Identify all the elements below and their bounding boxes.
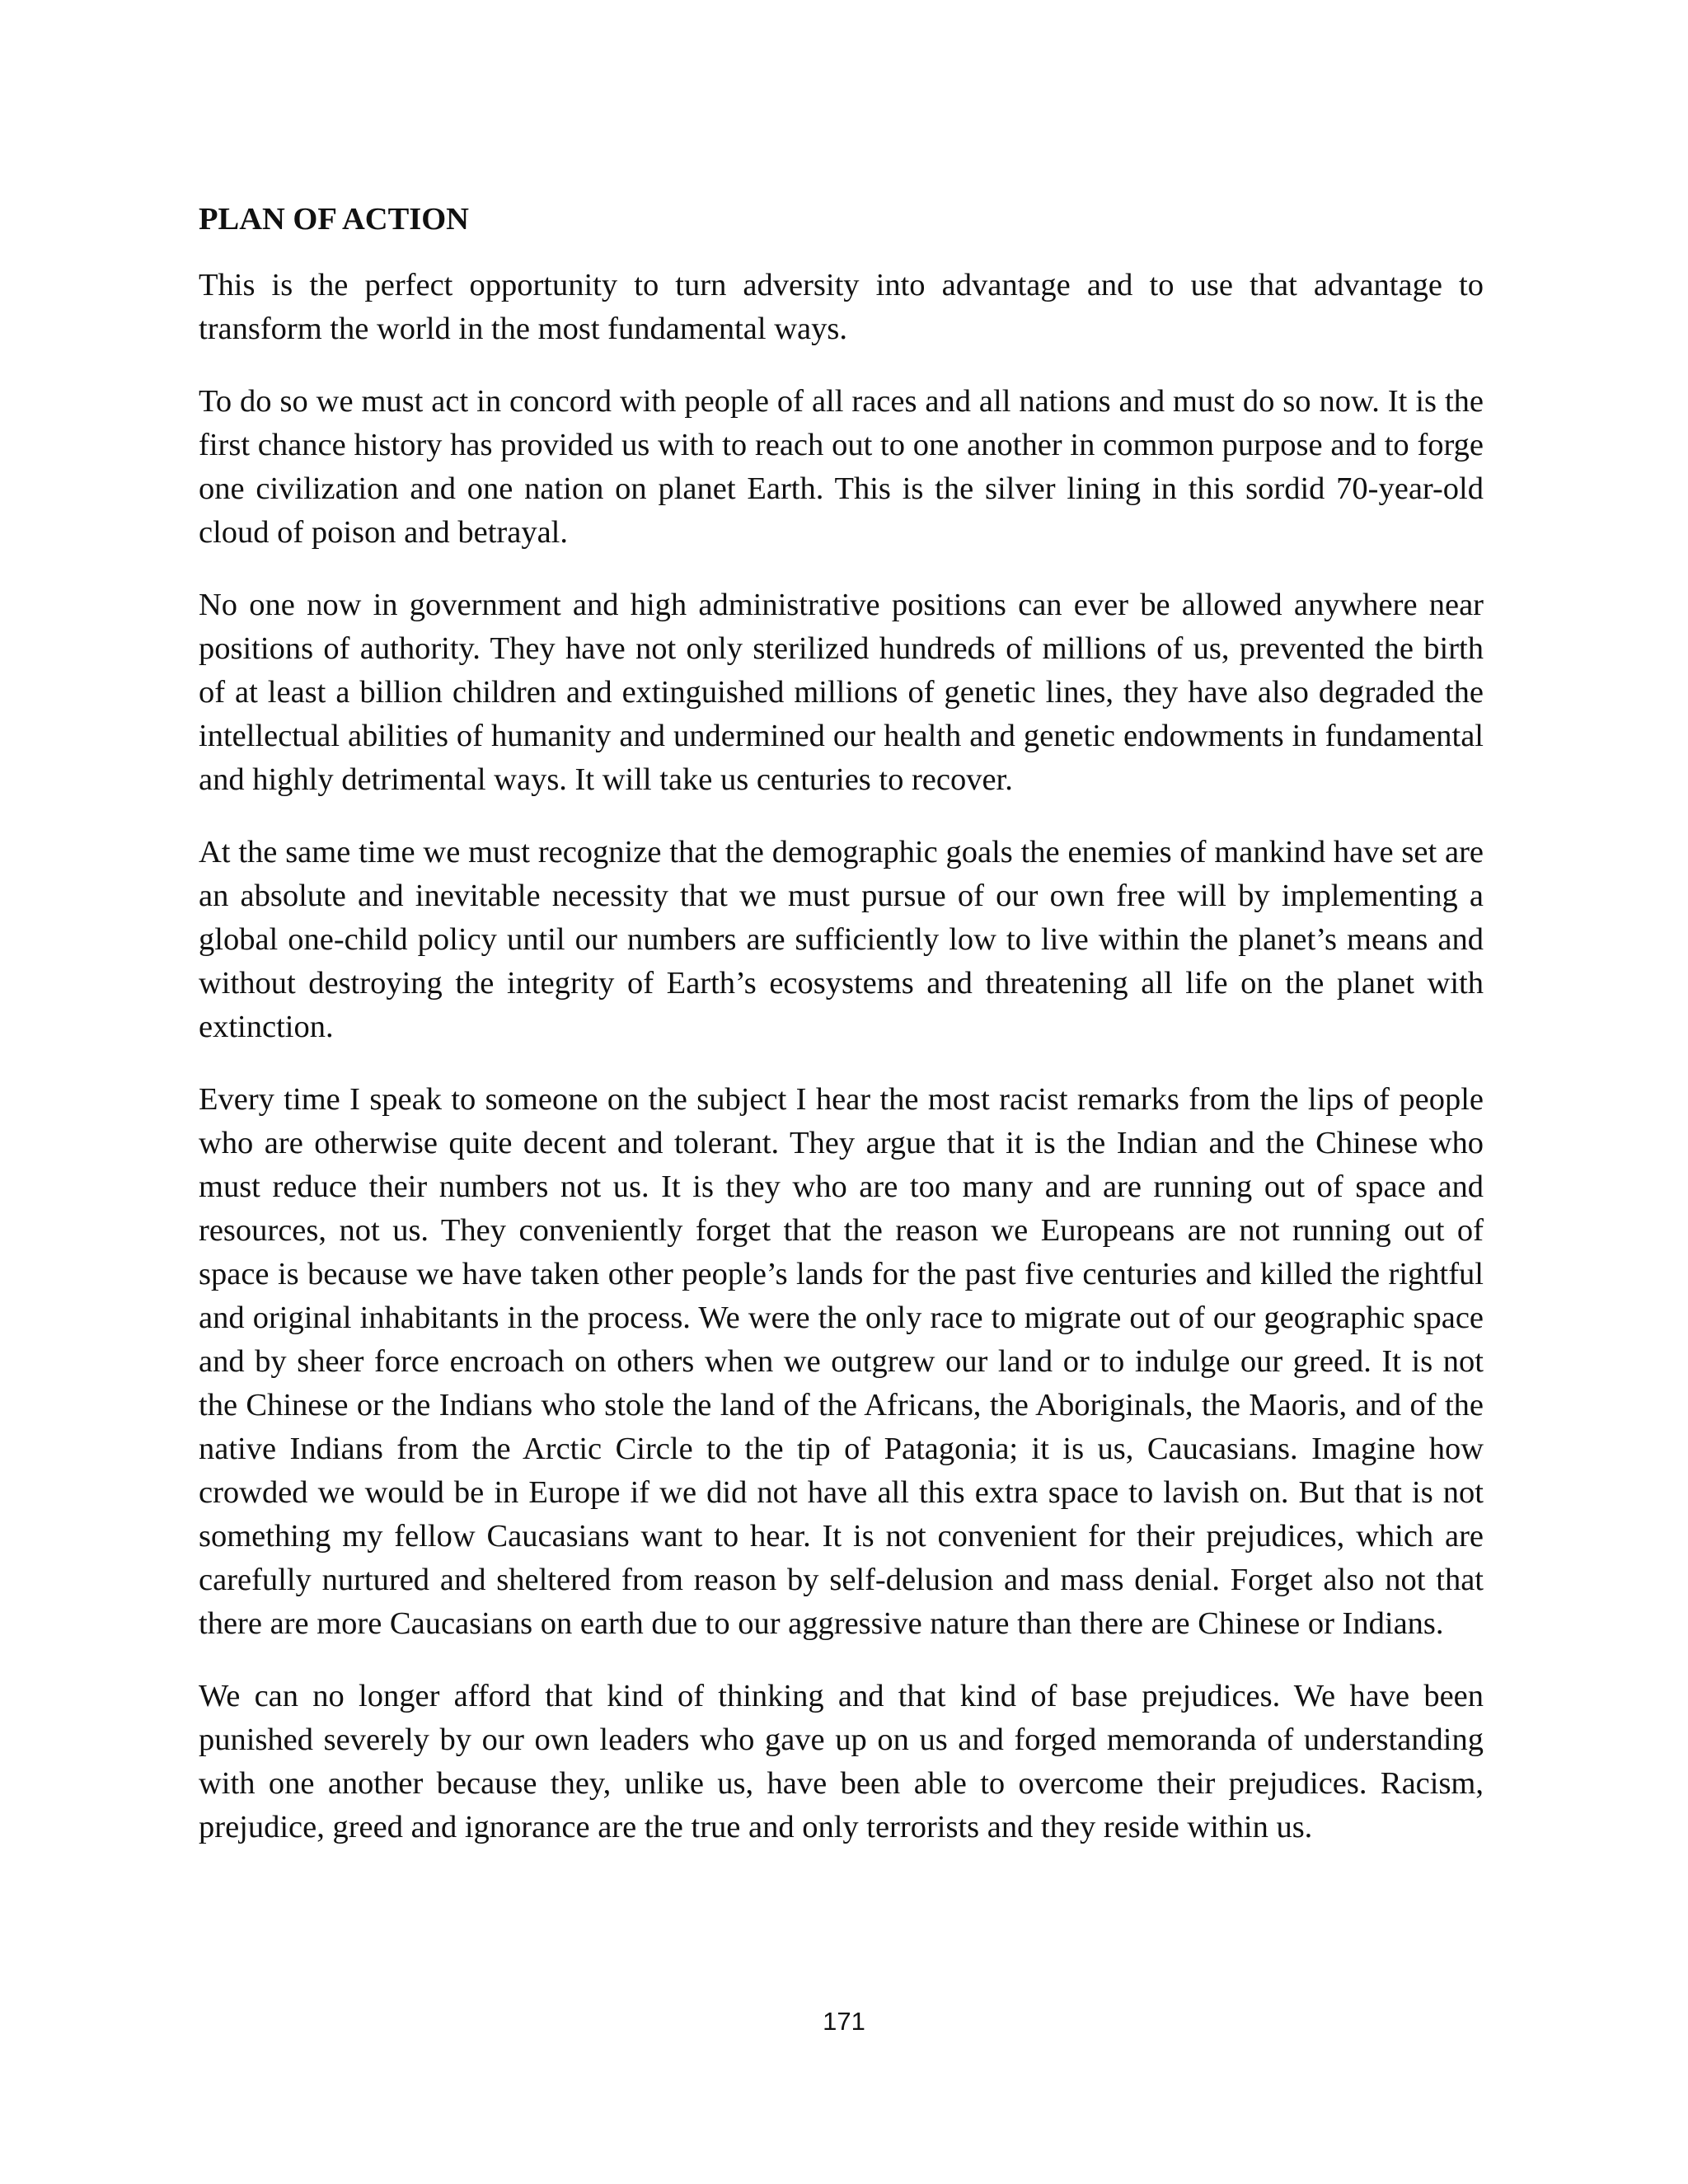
paragraph-6: We can no longer afford that kind of thinking and that kind of base prejudices. We have been punished severely by our own leaders who gave up on us and forged memoranda of understanding with one another because they, unlike us, have been able to overcome their prejudices. Racism, prejudice, greed and ignorance are the true and only terrorists and they reside within us.	[199, 1679, 1484, 1844]
section-heading: PLAN OF ACTION	[199, 202, 469, 237]
page-content	[199, 198, 1484, 1878]
paragraph-4: At the same time we must recognize that the demographic goals the enemies of mankind have set are an absolute and inevitable necessity that we must pursue of our own free will by implementing a global one-child policy until our numbers are sufficiently low to live within the planet’s means and without destroying the integrity of Earth’s ecosystems and threatening all life on the planet with extinction.	[199, 835, 1484, 1044]
paragraph-1: This is the perfect opportunity to turn adversity into advantage and to use that advantage to transform the world in the most fundamental ways.	[199, 268, 1484, 346]
paragraph-5: Every time I speak to someone on the subject I hear the most racist remarks from the lips of people who are otherwise quite decent and tolerant. They argue that it is the Indian and the Chinese who must reduce their numbers not us. It is they who are too many and are running out of space and resources, not us. They conveniently forget that the reason we Europeans are not running out of space is because we have taken other people’s lands for the past five centuries and killed the rightful and original inhabitants in the process. We were the only race to migrate out of our geographic space and by sheer force encroach on others when we outgrew our land or to indulge our greed. It is not the Chinese or the Indians who stole the land of the Africans, the Aboriginals, the Maoris, and of the native Indians from the Arctic Circle to the tip of Patagonia; it is us, Caucasians. Imagine how crowded we would be in Europe if we did not have all this extra space to lavish on. But that is not something my fellow Caucasians want to hear. It is not convenient for their prejudices, which are carefully nurtured and sheltered from reason by self-delusion and mass denial. Forget also not that there are more Caucasians on earth due to our aggressive nature than there are Chinese or Indians.	[199, 1082, 1484, 1641]
paragraph-2: To do so we must act in concord with people of all races and all nations and must do so now. It is the first chance history has provided us with to reach out to one another in common purpose and to forge one civilization and one nation on planet Earth. This is the silver lining in this sordid 70-year-old cloud of poison and betrayal.	[199, 384, 1484, 550]
page-number: 171	[823, 2007, 865, 2036]
paragraph-3: No one now in government and high administrative positions can ever be allowed anywhere near positions of authority. They have not only sterilized hundreds of millions of us, prevented the birth of at least a billion children and extinguished millions of genetic lines, they have also degraded the intellectual abilities of humanity and undermined our health and genetic endowments in fundamental and highly detrimental ways. It will take us centuries to recover.	[199, 588, 1484, 797]
